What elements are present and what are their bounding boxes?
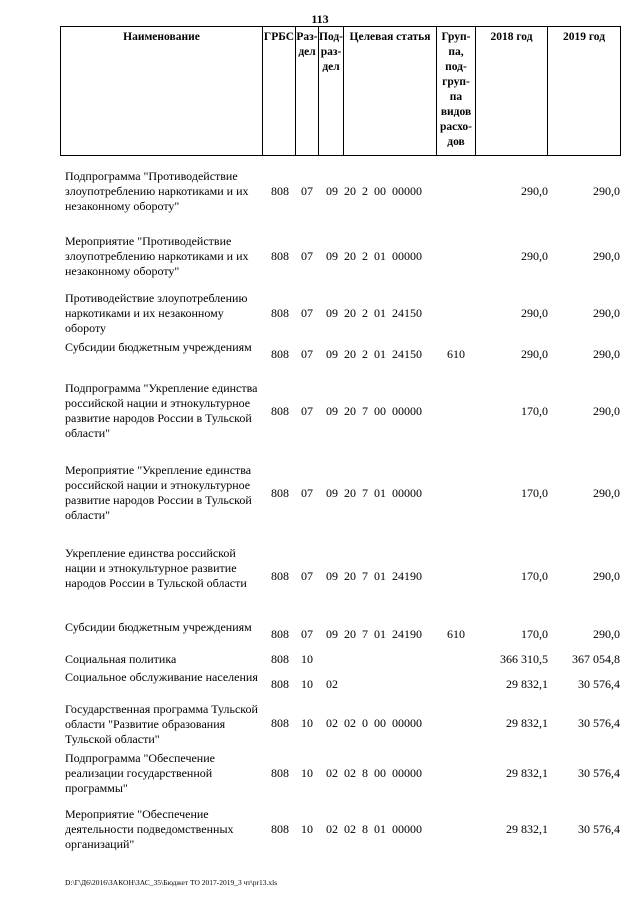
- header-cs: Целевая статья: [343, 26, 437, 156]
- row-podrazdel: 09: [326, 306, 338, 320]
- header-razdel: Раз- дел: [295, 26, 319, 156]
- row-cs: 20 7 00 00000: [344, 404, 422, 418]
- row-razdel: 07: [301, 627, 313, 641]
- row-grbs: 808: [271, 306, 289, 320]
- row-razdel: 07: [301, 249, 313, 263]
- row-razdel: 07: [301, 486, 313, 500]
- row-grbs: 808: [271, 677, 289, 691]
- header-podrazdel: Под- раз- дел: [318, 26, 344, 156]
- row-name: Государственная программа Тульской области "Развитие образования Тульской области": [65, 702, 258, 746]
- row-podrazdel: 02: [326, 716, 338, 730]
- row-cs: 20 7 01 00000: [344, 486, 422, 500]
- row-2019: 290,0: [593, 486, 620, 500]
- row-podrazdel: 02: [326, 822, 338, 836]
- row-grbs: 808: [271, 569, 289, 583]
- row-2018: 29 832,1: [506, 677, 548, 691]
- row-vr: 610: [447, 627, 465, 641]
- row-cs: 02 0 00 00000: [344, 716, 422, 730]
- row-razdel: 10: [301, 822, 313, 836]
- row-cs: 02 8 01 00000: [344, 822, 422, 836]
- row-podrazdel: 09: [326, 249, 338, 263]
- row-name: Подпрограмма "Обеспечение реализации государственной программы": [65, 751, 215, 795]
- row-2019: 30 576,4: [578, 677, 620, 691]
- row-name: Подпрограмма "Противодействие злоупотреблению наркотиками и их незаконному обороту": [65, 169, 249, 213]
- row-name: Социальная политика: [65, 652, 177, 666]
- row-podrazdel: 09: [326, 404, 338, 418]
- row-name: Укрепление единства российской нации и этнокультурное развитие народов России в Тульской области: [65, 546, 247, 590]
- row-2019: 290,0: [593, 184, 620, 198]
- row-podrazdel: 02: [326, 766, 338, 780]
- row-2019: 30 576,4: [578, 822, 620, 836]
- row-name: Субсидии бюджетным учреждениям: [65, 620, 252, 634]
- row-grbs: 808: [271, 627, 289, 641]
- row-razdel: 10: [301, 766, 313, 780]
- row-name: Мероприятие "Укрепление единства российской нации и этнокультурное развитие народов России в Тульской области": [65, 463, 252, 522]
- row-grbs: 808: [271, 652, 289, 666]
- page-number: 113: [311, 12, 329, 26]
- row-2018: 170,0: [521, 404, 548, 418]
- row-cs: 20 2 01 00000: [344, 249, 422, 263]
- row-2019: 290,0: [593, 569, 620, 583]
- row-cs: 20 2 01 24150: [344, 306, 422, 320]
- row-grbs: 808: [271, 249, 289, 263]
- header-2018: 2018 год: [475, 26, 548, 156]
- row-2019: 290,0: [593, 306, 620, 320]
- row-2018: 170,0: [521, 486, 548, 500]
- row-2018: 366 310,5: [500, 652, 548, 666]
- row-razdel: 07: [301, 569, 313, 583]
- row-cs: 20 7 01 24190: [344, 569, 422, 583]
- row-2018: 290,0: [521, 184, 548, 198]
- row-podrazdel: 09: [326, 184, 338, 198]
- header-name: Наименование: [60, 26, 263, 156]
- row-2018: 290,0: [521, 249, 548, 263]
- row-2018: 290,0: [521, 347, 548, 361]
- file-path-footer: D:\Г\Д6\2016\ЗАКОН\ЗАС_35\Бюджет ТО 2017-2019_3 чт\pr13.xls: [65, 878, 278, 887]
- row-grbs: 808: [271, 716, 289, 730]
- row-2019: 367 054,8: [572, 652, 620, 666]
- row-vr: 610: [447, 347, 465, 361]
- row-razdel: 07: [301, 184, 313, 198]
- row-grbs: 808: [271, 822, 289, 836]
- row-razdel: 10: [301, 677, 313, 691]
- row-2018: 170,0: [521, 627, 548, 641]
- row-grbs: 808: [271, 766, 289, 780]
- row-podrazdel: 09: [326, 347, 338, 361]
- header-vr: Груп- па, под- груп- па видов расхо- дов: [436, 26, 476, 156]
- row-cs: 20 2 00 00000: [344, 184, 422, 198]
- row-2019: 30 576,4: [578, 716, 620, 730]
- row-name: Субсидии бюджетным учреждениям: [65, 340, 252, 354]
- header-grbs: ГРБС: [262, 26, 296, 156]
- row-grbs: 808: [271, 347, 289, 361]
- row-podrazdel: 09: [326, 569, 338, 583]
- row-razdel: 10: [301, 716, 313, 730]
- row-podrazdel: 09: [326, 627, 338, 641]
- row-2018: 29 832,1: [506, 766, 548, 780]
- row-2019: 290,0: [593, 249, 620, 263]
- row-cs: 02 8 00 00000: [344, 766, 422, 780]
- row-razdel: 07: [301, 347, 313, 361]
- row-razdel: 07: [301, 306, 313, 320]
- row-2018: 29 832,1: [506, 822, 548, 836]
- row-grbs: 808: [271, 404, 289, 418]
- row-name: Социальное обслуживание населения: [65, 670, 258, 684]
- row-name: Мероприятие "Противодействие злоупотреблению наркотиками и их незаконному обороту": [65, 234, 249, 278]
- row-podrazdel: 02: [326, 677, 338, 691]
- row-razdel: 10: [301, 652, 313, 666]
- header-2019: 2019 год: [547, 26, 621, 156]
- row-2018: 290,0: [521, 306, 548, 320]
- row-2018: 29 832,1: [506, 716, 548, 730]
- row-name: Подпрограмма "Укрепление единства российской нации и этнокультурное развитие народов России в Тульской области": [65, 381, 258, 440]
- row-2019: 30 576,4: [578, 766, 620, 780]
- row-name: Противодействие злоупотреблению наркотиками и их незаконному обороту: [65, 291, 248, 335]
- row-cs: 20 2 01 24150: [344, 347, 422, 361]
- row-2018: 170,0: [521, 569, 548, 583]
- row-razdel: 07: [301, 404, 313, 418]
- row-podrazdel: 09: [326, 486, 338, 500]
- row-name: Мероприятие "Обеспечение деятельности подведомственных организаций": [65, 807, 234, 851]
- row-grbs: 808: [271, 486, 289, 500]
- row-2019: 290,0: [593, 347, 620, 361]
- row-cs: 20 7 01 24190: [344, 627, 422, 641]
- row-grbs: 808: [271, 184, 289, 198]
- row-2019: 290,0: [593, 627, 620, 641]
- row-2019: 290,0: [593, 404, 620, 418]
